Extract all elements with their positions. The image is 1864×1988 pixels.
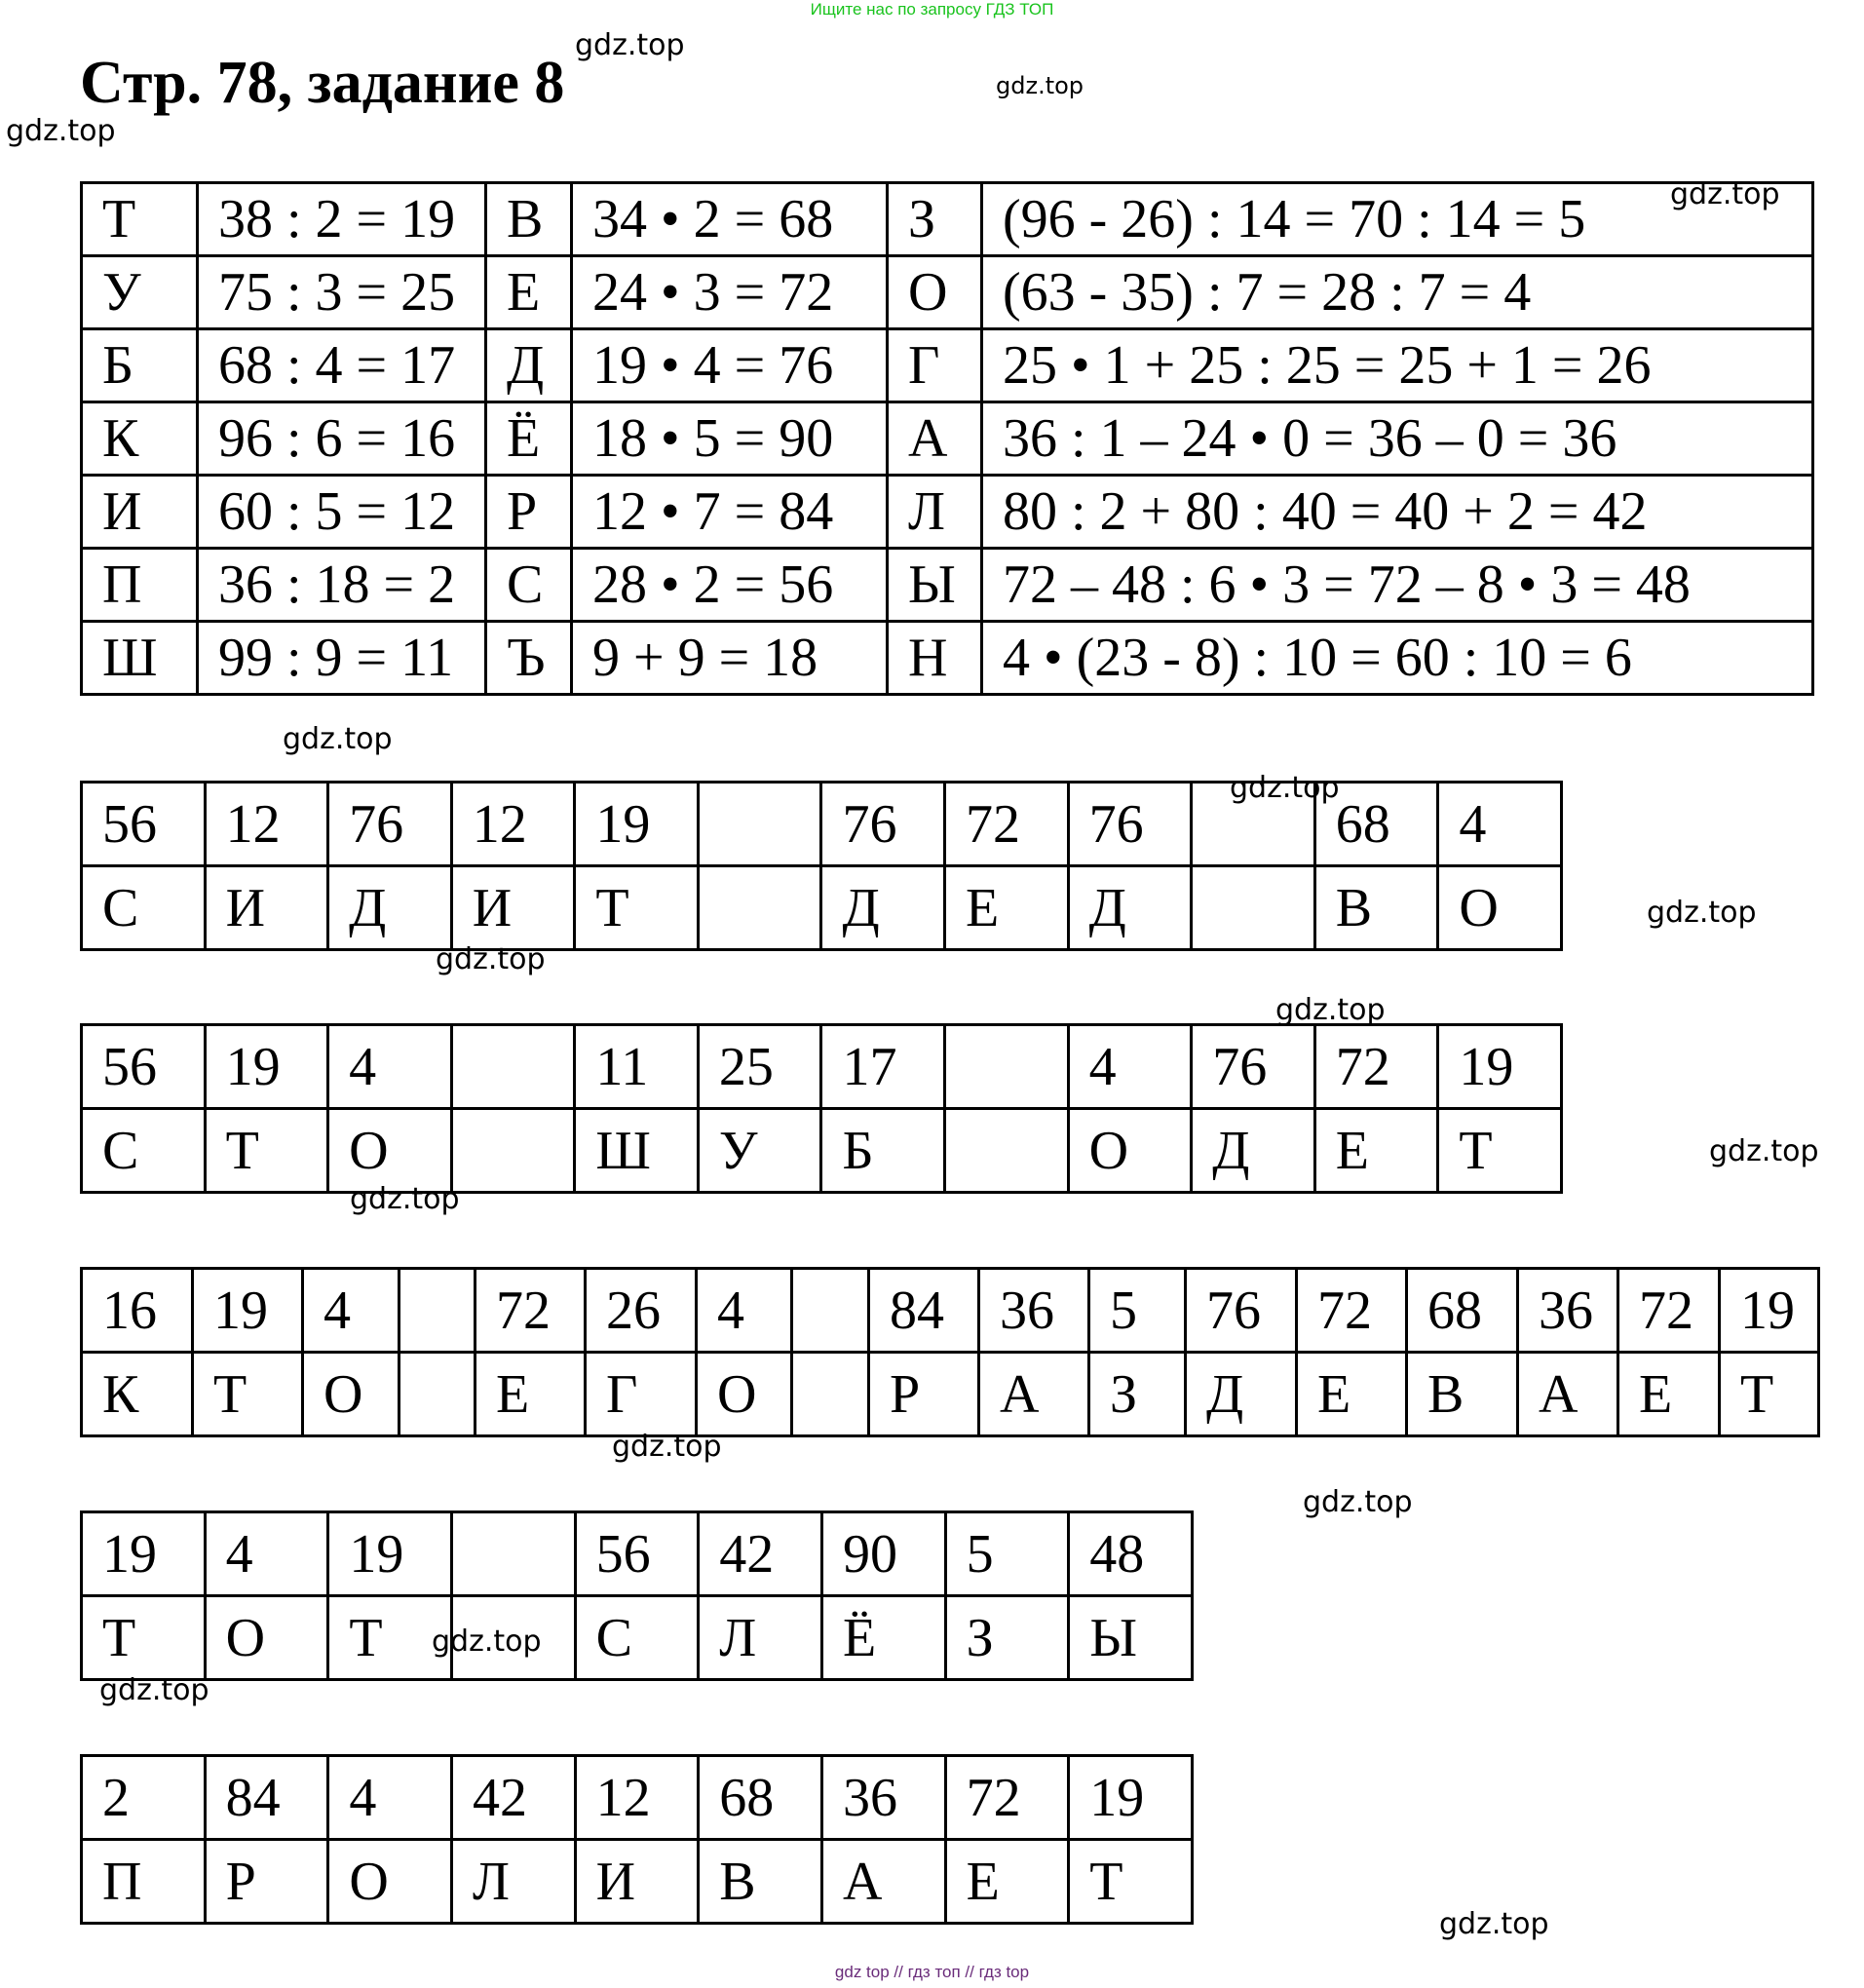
answer-letter-cell: Ш <box>575 1109 699 1193</box>
answer-letter-cell: Т <box>575 866 699 950</box>
answer-number-cell: 19 <box>1069 1756 1193 1840</box>
answer-letter-cell: Д <box>821 866 945 950</box>
answer-number-cell: 19 <box>1438 1025 1562 1109</box>
key-expression-cell: 25 • 1 + 25 : 25 = 25 + 1 = 26 <box>982 329 1813 402</box>
answer-letter-cell: Р <box>205 1840 328 1924</box>
watermark: gdz.top <box>1709 1134 1819 1168</box>
answer-number-cell <box>399 1269 476 1353</box>
answer-number-cell: 19 <box>82 1512 206 1596</box>
watermark: gdz.top <box>1230 771 1340 805</box>
answer-number-row <box>82 1269 1819 1353</box>
key-row <box>82 476 1813 549</box>
answer-letter-cell: Ё <box>821 1596 945 1680</box>
answer-letter-row <box>82 1596 1193 1680</box>
answer-number-cell: 12 <box>205 783 328 866</box>
answer-number-cell: 19 <box>205 1025 328 1109</box>
answer-letter-cell: И <box>451 866 575 950</box>
answer-letter-cell <box>792 1353 869 1436</box>
answer-number-row <box>82 1756 1193 1840</box>
key-letter-cell: З <box>888 183 982 256</box>
answer-number-cell: 19 <box>575 783 699 866</box>
key-table <box>80 177 1814 696</box>
key-row <box>82 402 1813 476</box>
key-expression-cell: 75 : 3 = 25 <box>198 256 486 329</box>
key-letter-cell: О <box>888 256 982 329</box>
watermark: gdz.top <box>1303 1485 1413 1519</box>
key-letter-cell: А <box>888 402 982 476</box>
answer-number-cell: 19 <box>193 1269 303 1353</box>
key-letter-cell: Ы <box>888 549 982 622</box>
answer-number-row <box>82 1025 1562 1109</box>
key-letter-cell: Р <box>486 476 572 549</box>
answer-number-cell: 42 <box>451 1756 575 1840</box>
answer-number-cell: 72 <box>476 1269 586 1353</box>
answer-letter-cell: О <box>1068 1109 1192 1193</box>
answer-number-cell: 72 <box>945 783 1069 866</box>
answer-letter-cell: О <box>697 1353 792 1436</box>
watermark: gdz.top <box>996 72 1084 99</box>
key-letter-cell: Л <box>888 476 982 549</box>
answer-number-cell: 4 <box>328 1025 452 1109</box>
footer: gdz top // гдз топ // гдз top <box>834 1963 1030 1981</box>
key-expression-cell: (63 - 35) : 7 = 28 : 7 = 4 <box>982 256 1813 329</box>
answer-letter-cell: К <box>82 1353 193 1436</box>
answer-number-cell: 4 <box>205 1512 328 1596</box>
watermark: gdz.top <box>1439 1907 1549 1941</box>
answer-letter-cell: Т <box>1069 1840 1193 1924</box>
answer-table-5 <box>80 1754 1194 1925</box>
watermark: gdz.top <box>612 1430 722 1464</box>
answer-number-cell: 48 <box>1069 1512 1193 1596</box>
answer-letter-cell: Т <box>82 1596 206 1680</box>
key-row <box>82 622 1813 695</box>
answer-number-cell: 36 <box>821 1756 945 1840</box>
answer-letter-row <box>82 1109 1562 1193</box>
answer-letter-cell: Б <box>821 1109 945 1193</box>
watermark: gdz.top <box>350 1182 460 1216</box>
answer-letter-cell: А <box>979 1353 1089 1436</box>
answer-letter-row <box>82 866 1562 950</box>
answer-number-cell: 11 <box>575 1025 699 1109</box>
answer-number-cell: 56 <box>82 783 206 866</box>
answer-letter-cell: Г <box>586 1353 697 1436</box>
answer-letter-cell: И <box>575 1840 699 1924</box>
answer-letter-cell: О <box>303 1353 399 1436</box>
answer-number-cell: 25 <box>698 1025 821 1109</box>
answer-table-3 <box>80 1267 1820 1437</box>
answer-letter-cell: Е <box>1618 1353 1720 1436</box>
key-expression-cell: 4 • (23 - 8) : 10 = 60 : 10 = 6 <box>982 622 1813 695</box>
key-expression-cell: 68 : 4 = 17 <box>198 329 486 402</box>
key-letter-cell: К <box>82 402 198 476</box>
answer-number-cell: 36 <box>979 1269 1089 1353</box>
answer-letter-cell: Е <box>1314 1109 1438 1193</box>
answer-number-row <box>82 1512 1193 1596</box>
key-letter-cell: Г <box>888 329 982 402</box>
watermark: gdz.top <box>1647 896 1757 930</box>
answer-letter-cell <box>399 1353 476 1436</box>
answer-letter-cell <box>698 866 821 950</box>
key-row <box>82 256 1813 329</box>
answer-number-cell: 4 <box>1438 783 1562 866</box>
answer-letter-cell: Т <box>205 1109 328 1193</box>
key-expression-cell: 72 – 48 : 6 • 3 = 72 – 8 • 3 = 48 <box>982 549 1813 622</box>
watermark: gdz.top <box>99 1673 209 1707</box>
answer-number-cell: 56 <box>575 1512 699 1596</box>
answer-letter-cell: В <box>1407 1353 1518 1436</box>
answer-letter-cell: В <box>699 1840 822 1924</box>
answer-letter-cell: Д <box>328 866 452 950</box>
key-expression-cell: 80 : 2 + 80 : 40 = 40 + 2 = 42 <box>982 476 1813 549</box>
key-letter-cell: Ъ <box>486 622 572 695</box>
key-row <box>82 549 1813 622</box>
answer-letter-cell: С <box>82 1109 206 1193</box>
answer-number-cell: 36 <box>1518 1269 1618 1353</box>
answer-letter-cell <box>451 1109 575 1193</box>
answer-number-cell: 56 <box>82 1025 206 1109</box>
answer-letter-cell: З <box>945 1596 1069 1680</box>
key-letter-cell: В <box>486 183 572 256</box>
answer-number-cell: 76 <box>821 783 945 866</box>
key-row <box>82 329 1813 402</box>
key-letter-cell: И <box>82 476 198 549</box>
key-expression-cell: 18 • 5 = 90 <box>572 402 888 476</box>
answer-number-cell <box>945 1025 1069 1109</box>
answer-number-cell: 12 <box>575 1756 699 1840</box>
watermark: gdz.top <box>436 942 546 976</box>
answer-number-cell: 12 <box>451 783 575 866</box>
answer-number-cell: 4 <box>328 1756 452 1840</box>
answer-letter-cell: Е <box>476 1353 586 1436</box>
answer-letter-cell: О <box>205 1596 328 1680</box>
answer-letter-cell: Д <box>1186 1353 1297 1436</box>
key-letter-cell: Ё <box>486 402 572 476</box>
answer-letter-cell: П <box>82 1840 206 1924</box>
watermark: gdz.top <box>1670 177 1780 211</box>
key-letter-cell: Ш <box>82 622 198 695</box>
answer-table-2 <box>80 1023 1563 1194</box>
answer-number-cell: 68 <box>699 1756 822 1840</box>
answer-number-cell <box>451 1512 575 1596</box>
answer-number-cell: 76 <box>328 783 452 866</box>
answer-letter-cell: О <box>328 1109 452 1193</box>
answer-letter-cell: А <box>821 1840 945 1924</box>
answer-letter-cell: О <box>328 1840 452 1924</box>
answer-number-cell <box>698 783 821 866</box>
answer-number-cell: 5 <box>945 1512 1069 1596</box>
answer-number-cell: 84 <box>869 1269 979 1353</box>
answer-number-cell: 16 <box>82 1269 193 1353</box>
key-expression-cell: 28 • 2 = 56 <box>572 549 888 622</box>
answer-letter-cell: Л <box>699 1596 822 1680</box>
answer-number-cell: 76 <box>1186 1269 1297 1353</box>
watermark: gdz.top <box>432 1625 542 1659</box>
answer-letter-cell: Е <box>945 866 1069 950</box>
top-banner: Ищите нас по запросу ГДЗ ТОП <box>810 0 1054 19</box>
answer-number-cell: 4 <box>697 1269 792 1353</box>
key-expression-cell: (96 - 26) : 14 = 70 : 14 = 5 <box>982 183 1813 256</box>
answer-number-cell: 68 <box>1314 783 1438 866</box>
answer-number-cell: 76 <box>1192 1025 1315 1109</box>
answer-letter-cell: И <box>205 866 328 950</box>
answer-letter-cell: Е <box>1297 1353 1407 1436</box>
answer-table-1 <box>80 781 1563 951</box>
answer-table-4 <box>80 1510 1194 1681</box>
answer-number-cell: 76 <box>1068 783 1192 866</box>
answer-letter-cell: С <box>575 1596 699 1680</box>
answer-letter-cell: Л <box>451 1840 575 1924</box>
answer-number-cell: 2 <box>82 1756 206 1840</box>
answer-letter-row <box>82 1353 1819 1436</box>
key-expression-cell: 60 : 5 = 12 <box>198 476 486 549</box>
answer-letter-row <box>82 1840 1193 1924</box>
answer-letter-cell <box>945 1109 1069 1193</box>
answer-number-cell: 84 <box>205 1756 328 1840</box>
key-letter-cell: Б <box>82 329 198 402</box>
answer-number-cell: 72 <box>1314 1025 1438 1109</box>
answer-number-cell: 72 <box>1618 1269 1720 1353</box>
answer-letter-cell: У <box>698 1109 821 1193</box>
answer-letter-cell: Ы <box>1069 1596 1193 1680</box>
key-expression-cell: 9 + 9 = 18 <box>572 622 888 695</box>
answer-letter-cell <box>1192 866 1315 950</box>
answer-letter-cell: З <box>1089 1353 1186 1436</box>
key-expression-cell: 96 : 6 = 16 <box>198 402 486 476</box>
key-expression-cell: 36 : 18 = 2 <box>198 549 486 622</box>
answer-number-row <box>82 783 1562 866</box>
key-letter-cell: Т <box>82 183 198 256</box>
key-letter-cell: С <box>486 549 572 622</box>
answer-number-cell: 19 <box>328 1512 452 1596</box>
answer-letter-cell: О <box>1438 866 1562 950</box>
key-letter-cell: У <box>82 256 198 329</box>
answer-number-cell: 4 <box>1068 1025 1192 1109</box>
answer-letter-cell: Д <box>1068 866 1192 950</box>
key-expression-cell: 24 • 3 = 72 <box>572 256 888 329</box>
answer-letter-cell: С <box>82 866 206 950</box>
answer-letter-cell: Т <box>193 1353 303 1436</box>
key-letter-cell: Д <box>486 329 572 402</box>
answer-number-cell: 4 <box>303 1269 399 1353</box>
key-expression-cell: 34 • 2 = 68 <box>572 183 888 256</box>
key-expression-cell: 38 : 2 = 19 <box>198 183 486 256</box>
answer-number-cell: 26 <box>586 1269 697 1353</box>
answer-letter-cell: Т <box>328 1596 452 1680</box>
answer-letter-cell: Р <box>869 1353 979 1436</box>
answer-letter-cell: Д <box>1192 1109 1315 1193</box>
answer-number-cell: 68 <box>1407 1269 1518 1353</box>
answer-letter-cell: Е <box>945 1840 1069 1924</box>
watermark: gdz.top <box>6 114 116 148</box>
key-expression-cell: 12 • 7 = 84 <box>572 476 888 549</box>
key-expression-cell: 36 : 1 – 24 • 0 = 36 – 0 = 36 <box>982 402 1813 476</box>
answer-letter-cell: А <box>1518 1353 1618 1436</box>
key-expression-cell: 99 : 9 = 11 <box>198 622 486 695</box>
watermark: gdz.top <box>283 722 393 756</box>
page-title: Стр. 78, задание 8 <box>80 50 565 116</box>
key-letter-cell: П <box>82 549 198 622</box>
key-letter-cell: Е <box>486 256 572 329</box>
answer-number-cell: 72 <box>945 1756 1069 1840</box>
answer-number-cell: 90 <box>821 1512 945 1596</box>
key-expression-cell: 19 • 4 = 76 <box>572 329 888 402</box>
key-letter-cell: Н <box>888 622 982 695</box>
key-row <box>82 183 1813 256</box>
watermark: gdz.top <box>1275 993 1386 1027</box>
answer-letter-cell: Т <box>1720 1353 1819 1436</box>
answer-letter-cell: Т <box>1438 1109 1562 1193</box>
answer-number-cell: 19 <box>1720 1269 1819 1353</box>
answer-number-cell: 5 <box>1089 1269 1186 1353</box>
answer-number-cell <box>792 1269 869 1353</box>
answer-number-cell: 42 <box>699 1512 822 1596</box>
answer-number-cell: 72 <box>1297 1269 1407 1353</box>
answer-number-cell: 17 <box>821 1025 945 1109</box>
answer-number-cell <box>451 1025 575 1109</box>
watermark: gdz.top <box>575 28 685 62</box>
answer-letter-cell: В <box>1314 866 1438 950</box>
